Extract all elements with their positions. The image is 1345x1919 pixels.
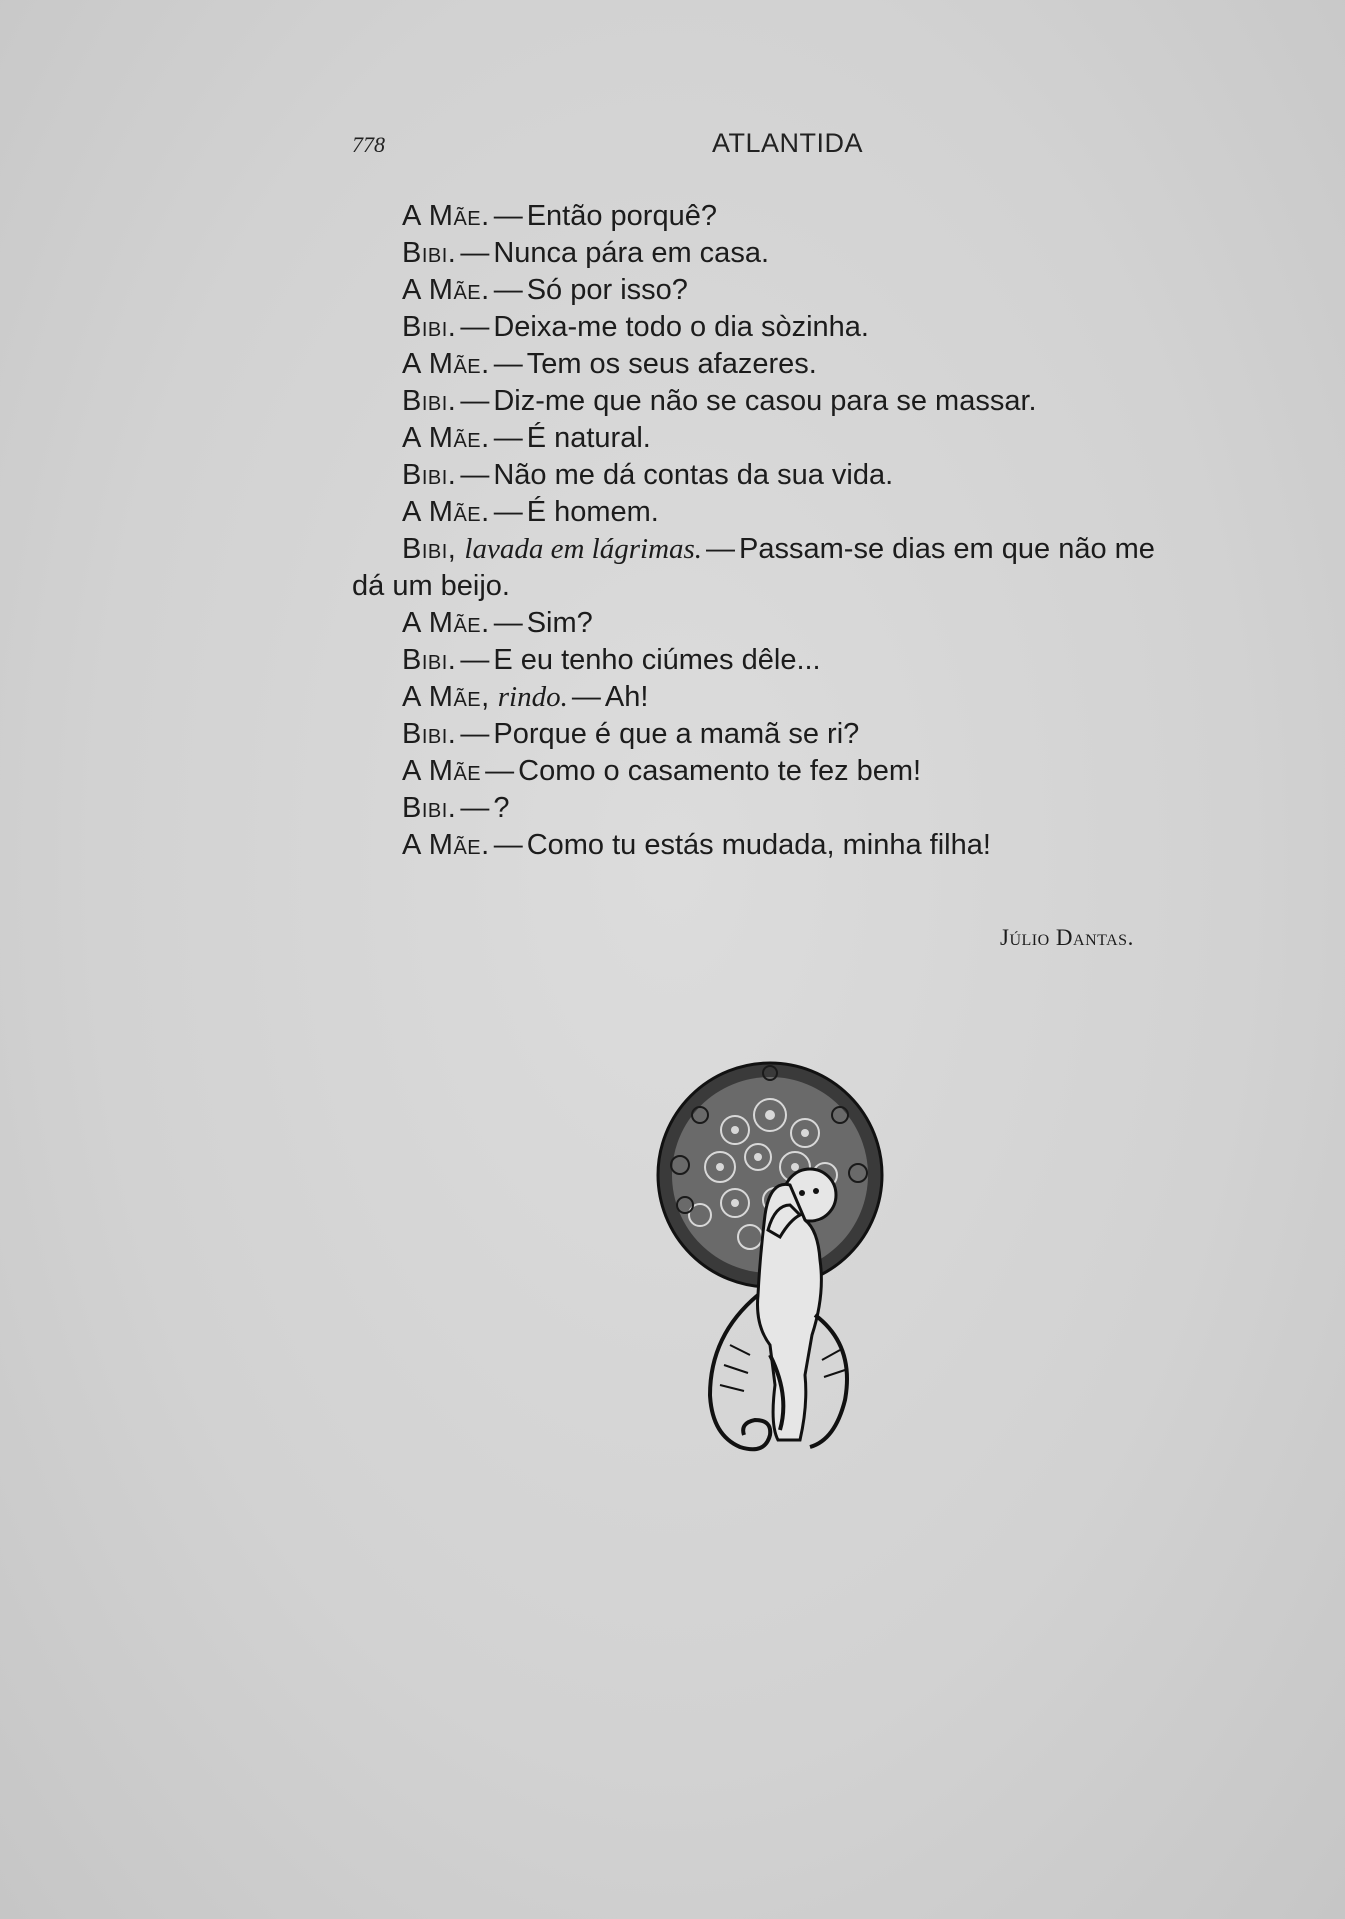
stage-direction: lavada em lágrimas. — [464, 533, 703, 565]
page-header — [352, 128, 872, 168]
speaker-name: Bibi. — [402, 385, 457, 417]
speaker-name: Bibi. — [402, 237, 457, 269]
speech: Nunca pára em casa. — [493, 237, 770, 269]
speech: Sim? — [526, 607, 593, 639]
page-number: 778 — [352, 132, 385, 157]
speech: E eu tenho ciúmes dêle... — [493, 644, 821, 676]
dialogue-line: Bibi. — Porque é que a mamã se ri? — [402, 718, 860, 750]
speech: ? — [493, 792, 510, 824]
speaker-name: Bibi, — [402, 533, 457, 565]
speech: Ah! — [604, 681, 649, 713]
speaker-name: Bibi. — [402, 459, 457, 491]
dialogue-line: A Mãe. — Tem os seus afazeres. — [402, 348, 817, 380]
dialogue-line: A Mãe. — Como tu estás mudada, minha filha! — [402, 829, 991, 861]
dialogue-line: Bibi. — Nunca pára em casa. — [402, 237, 770, 269]
speaker-name: A Mãe. — [402, 496, 490, 528]
dialogue-line: A Mãe. — Só por isso? — [402, 274, 688, 306]
speech: Como tu estás mudada, minha filha! — [526, 829, 991, 861]
dialogue-line: Bibi. — Não me dá contas da sua vida. — [402, 459, 894, 491]
speech: Porque é que a mamã se ri? — [493, 718, 860, 750]
speaker-name: A Mãe. — [402, 200, 490, 232]
speaker-name: A Mãe. — [402, 607, 490, 639]
speech: dá um beijo. — [352, 570, 510, 602]
dialogue-line: A Mãe. — É homem. — [402, 496, 659, 528]
speaker-name: Bibi. — [402, 644, 457, 676]
dialogue-line: A Mãe. — É natural. — [402, 422, 651, 454]
stage-direction: rindo. — [497, 681, 568, 713]
speech: Diz-me que não se casou para se massar. — [493, 385, 1037, 417]
cherub-carrying-floral-globe-icon — [640, 1055, 920, 1495]
dialogue-line: Bibi. — E eu tenho ciúmes dêle... — [402, 644, 821, 676]
speech: Como o casamento te fez bem! — [518, 755, 922, 787]
speech: Não me dá contas da sua vida. — [493, 459, 894, 491]
speaker-name: A Mãe. — [402, 422, 490, 454]
speech: Então porquê? — [526, 200, 717, 232]
speech: Só por isso? — [526, 274, 688, 306]
dialogue-line: Bibi, lavada em lágrimas. — Passam-se dias em que não me — [402, 533, 1155, 565]
dialogue-line: Bibi. — Diz-me que não se casou para se massar. — [402, 385, 1037, 417]
speaker-name: A Mãe — [402, 755, 482, 787]
speaker-name: Bibi. — [402, 718, 457, 750]
speaker-name: A Mãe, — [402, 681, 490, 713]
speech: Tem os seus afazeres. — [526, 348, 817, 380]
speech: Deixa-me todo o dia sòzinha. — [493, 311, 869, 343]
speech: É homem. — [526, 496, 659, 528]
speaker-name: A Mãe. — [402, 274, 490, 306]
speaker-name: A Mãe. — [402, 829, 490, 861]
speaker-name: Bibi. — [402, 792, 457, 824]
dialogue-line: Bibi. — Deixa-me todo o dia sòzinha. — [402, 311, 869, 343]
dialogue-line: A Mãe — Como o casamento te fez bem! — [402, 755, 922, 787]
speaker-name: Bibi. — [402, 311, 457, 343]
dialogue-text — [352, 198, 1232, 864]
dialogue-line: A Mãe, rindo. — Ah! — [402, 681, 649, 713]
speech: Passam-se dias em que não me — [739, 533, 1155, 565]
dialogue-line: Bibi. — ? — [402, 792, 510, 824]
dialogue-line: A Mãe. — Então porquê? — [402, 200, 717, 232]
running-title: ATLANTIDA — [712, 128, 864, 158]
author-signature: Júlio Dantas. — [1000, 925, 1134, 950]
speaker-name: A Mãe. — [402, 348, 490, 380]
dialogue-line-continuation — [352, 568, 1232, 605]
speech: É natural. — [526, 422, 651, 454]
dialogue-line: A Mãe. — Sim? — [402, 607, 593, 639]
